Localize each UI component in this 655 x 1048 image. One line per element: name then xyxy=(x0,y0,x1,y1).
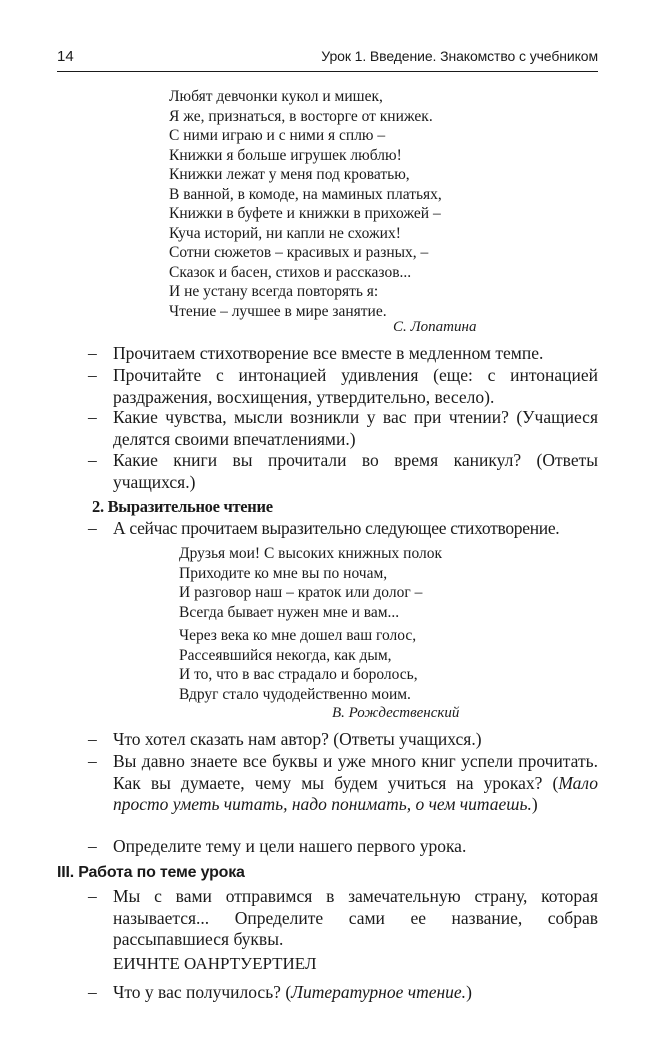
list-item xyxy=(88,407,598,450)
poem-line: Чтение – лучшее в мире занятие. xyxy=(169,302,387,320)
poem-line: И не устану всегда повторять я: xyxy=(169,283,379,300)
list-item xyxy=(88,450,598,493)
list-item xyxy=(88,982,598,1004)
poem-line: Я же, признаться, в восторге от книжек. xyxy=(169,107,433,125)
section-heading: 2. Выразительное чтение xyxy=(92,497,273,516)
poem-line: Любят девчонки кукол и мишек, xyxy=(169,88,383,105)
poem-line: Друзья мои! С высоких книжных полок xyxy=(179,545,443,562)
dash-bullet: – xyxy=(88,450,97,470)
dash-bullet: – xyxy=(88,518,97,538)
list-item xyxy=(88,365,598,408)
poem-line: Сотни сюжетов – красивых и разных, – xyxy=(169,244,429,261)
poem-author: С. Лопатина xyxy=(393,319,477,335)
poem-line: Книжки лежат у меня под кроватью, xyxy=(169,166,410,183)
poem-line: Рассеявшийся некогда, как дым, xyxy=(179,646,392,664)
running-header: Урок 1. Введение. Знакомство с учебником xyxy=(321,48,598,64)
list-item-text: Мы с вами отправимся в замечательную страну, которая называется... Определите сами ее название, собрав рассыпавшиеся буквы. xyxy=(113,886,598,949)
list-item xyxy=(88,518,598,540)
list-item xyxy=(88,729,598,751)
poem-line: В ванной, в комоде, на маминых платьях, xyxy=(169,185,442,203)
poem-line: Книжки в буфете и книжки в прихожей – xyxy=(169,205,441,222)
header-rule xyxy=(57,71,598,72)
poem-line: Через века ко мне дошел ваш голос, xyxy=(179,627,417,644)
dash-bullet: – xyxy=(88,729,97,749)
list-item-text: Что хотел сказать нам автор? (Ответы учащихся.) xyxy=(113,729,482,749)
poem-author: В. Рождественский xyxy=(332,705,460,721)
list-item-text: А сейчас прочитаем выразительно следующее стихотворение. xyxy=(113,518,560,538)
poem-line: Приходите ко мне вы по ночам, xyxy=(179,564,388,582)
list-item-text xyxy=(92,751,598,816)
poem-lopatina xyxy=(169,87,442,321)
poem-line: Сказок и басен, стихов и рассказов... xyxy=(169,263,412,281)
poem-line: Вдруг стало чудодейственно моим. xyxy=(179,685,411,703)
list-item xyxy=(88,886,598,951)
list-item xyxy=(88,343,598,365)
list-item-text-end: ) xyxy=(531,794,538,814)
list-item xyxy=(88,751,598,816)
list-item-text-end: ) xyxy=(466,982,472,1002)
dash-bullet: – xyxy=(88,343,97,363)
part-heading: III. Работа по теме урока xyxy=(57,864,245,881)
poem-rozhdestvensky-stanza-2 xyxy=(179,626,418,704)
poem-line: Куча историй, ни капли не схожих! xyxy=(169,224,401,242)
list-item-text-plain: Вы давно знаете все буквы и уже много книг успели прочитать. Как вы думаете, чему мы будем учиться на уроках? ( xyxy=(113,751,598,793)
poem-line: Всегда бывает нужен мне и вам... xyxy=(179,603,400,621)
poem-line: С ними играю и с ними я сплю – xyxy=(169,127,386,144)
poem-line: И то, что в вас страдало и боролось, xyxy=(179,666,418,683)
dash-bullet: – xyxy=(88,407,97,427)
page-number: 14 xyxy=(57,48,74,65)
scrambled-letters: ЕИЧНТЕ ОАНРТУЕРТИЕЛ xyxy=(113,954,317,973)
poem-line: Книжки я больше игрушек люблю! xyxy=(169,146,402,164)
poem-line: И разговор наш – краток или долог – xyxy=(179,584,423,601)
poem-rozhdestvensky-stanza-1 xyxy=(179,544,442,622)
dash-bullet: – xyxy=(88,751,97,771)
list-item-text: Прочитаем стихотворение все вместе в медленном темпе. xyxy=(113,343,544,363)
list-item-text-plain: Что у вас получилось? ( xyxy=(113,982,292,1002)
list-item-text xyxy=(92,982,598,1004)
list-item-text: Определите тему и цели нашего первого урока. xyxy=(113,836,467,856)
list-item-text-italic: Литературное чтение. xyxy=(291,982,467,1002)
dash-bullet: – xyxy=(88,365,97,385)
dash-bullet: – xyxy=(88,982,97,1002)
list-item-text: Какие чувства, мысли возникли у вас при чтении? (Учащиеся делятся своими впечатлениями.) xyxy=(113,407,598,449)
list-item xyxy=(88,836,598,858)
dash-bullet: – xyxy=(88,836,97,856)
list-item-text: Какие книги вы прочитали во время каникул? (Ответы учащихся.) xyxy=(113,450,598,492)
dash-bullet: – xyxy=(88,886,97,906)
list-item-text-italic: Мало просто уметь читать, надо понимать, о чем читаешь. xyxy=(113,772,598,814)
list-item-text: Прочитайте с интонацией удивления (еще: с интонацией раздражения, восхищения, утвердительно, весело). xyxy=(113,365,598,407)
